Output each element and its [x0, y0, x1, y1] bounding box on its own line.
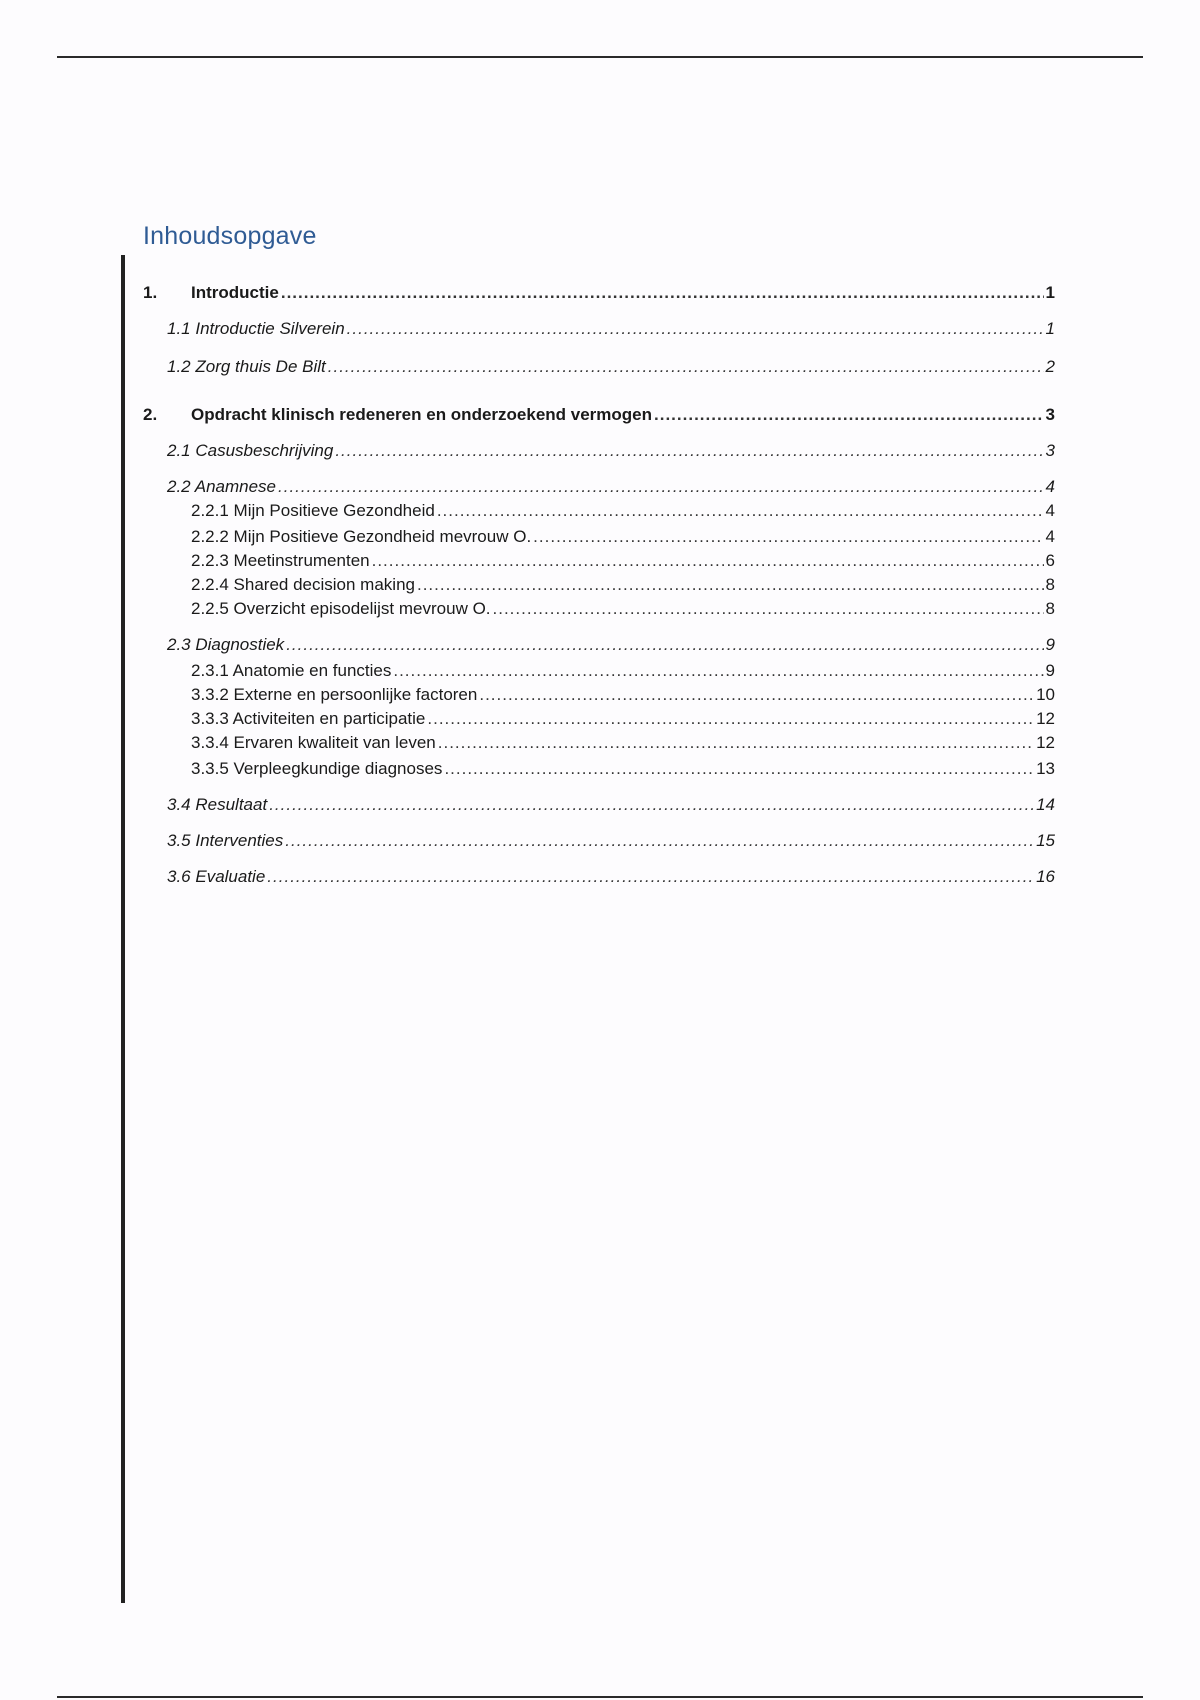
toc-entry-2-2-4[interactable] — [143, 574, 1055, 596]
dot-leader — [654, 404, 1044, 426]
toc-label: Introductie — [191, 283, 279, 302]
toc-page: 4 — [1045, 477, 1055, 496]
toc-entry-1-1[interactable] — [143, 318, 1055, 340]
toc-entry-2-3-1[interactable] — [143, 660, 1055, 682]
toc-title: Inhoudsopgave — [143, 222, 317, 250]
toc-page: 1 — [1045, 319, 1055, 338]
toc-label: 3.3.4 Ervaren kwaliteit van leven — [191, 733, 436, 752]
toc-entry-3-5[interactable] — [143, 830, 1055, 852]
toc-label: 2.2.3 Meetinstrumenten — [191, 551, 370, 570]
toc-label: 2.2 Anamnese — [167, 477, 276, 496]
toc-entry-2-2-5[interactable] — [143, 598, 1055, 620]
dot-leader — [533, 526, 1043, 548]
toc-label: 1.1 Introductie Silverein — [167, 319, 345, 338]
dot-leader — [286, 634, 1043, 656]
dot-leader — [372, 550, 1044, 572]
toc-entry-2-1[interactable] — [143, 440, 1055, 462]
dot-leader — [427, 708, 1034, 730]
toc-page: 3 — [1045, 441, 1055, 460]
dot-leader — [479, 684, 1034, 706]
toc-entry-3-4[interactable] — [143, 794, 1055, 816]
toc-page: 4 — [1045, 501, 1055, 520]
header-rule — [57, 56, 1143, 58]
dot-leader — [278, 476, 1044, 498]
dot-leader — [438, 732, 1034, 754]
toc-label: 3.6 Evaluatie — [167, 867, 266, 886]
toc-entry-2-2[interactable] — [143, 476, 1055, 498]
toc-page: 8 — [1045, 599, 1055, 618]
toc-entry-3-3-5[interactable] — [143, 758, 1055, 780]
dot-leader — [444, 758, 1034, 780]
toc-page: 10 — [1036, 685, 1055, 704]
toc-label: 2.1 Casusbeschrijving — [167, 441, 334, 460]
dot-leader — [335, 440, 1043, 462]
dot-leader — [493, 598, 1044, 620]
toc-page: 12 — [1036, 733, 1055, 752]
toc-page: 4 — [1045, 527, 1055, 546]
toc-page: 9 — [1045, 661, 1055, 680]
toc-entry-2-2-2[interactable] — [143, 526, 1055, 548]
dot-leader — [393, 660, 1043, 682]
toc-page: 1 — [1045, 283, 1055, 302]
toc-label: 2.3 Diagnostiek — [167, 635, 285, 654]
toc-entry-3-3-3[interactable] — [143, 708, 1055, 730]
toc-page: 16 — [1036, 867, 1055, 886]
toc-number: 1. — [143, 283, 158, 302]
toc-page: 13 — [1036, 759, 1055, 778]
toc-label: 3.3.2 Externe en persoonlijke factoren — [191, 685, 478, 704]
toc-page: 3 — [1045, 405, 1055, 424]
toc-entry-2-2-1[interactable] — [143, 500, 1055, 522]
dot-leader — [281, 282, 1044, 304]
toc-number: 2. — [143, 405, 158, 424]
toc-label: 2.2.1 Mijn Positieve Gezondheid — [191, 501, 435, 520]
toc-label: 1.2 Zorg thuis De Bilt — [167, 357, 326, 376]
toc-entry-2-2-3[interactable] — [143, 550, 1055, 572]
margin-bar — [121, 255, 125, 1603]
dot-leader — [437, 500, 1044, 522]
toc-label: 2.3.1 Anatomie en functies — [191, 661, 392, 680]
toc-entry-1[interactable] — [143, 282, 1055, 304]
dot-leader — [285, 830, 1034, 852]
toc-entry-3-3-2[interactable] — [143, 684, 1055, 706]
toc-label: 3.5 Interventies — [167, 831, 284, 850]
toc-page: 6 — [1045, 551, 1055, 570]
toc-page: 12 — [1036, 709, 1055, 728]
toc-page: 15 — [1036, 831, 1055, 850]
dot-leader — [267, 866, 1034, 888]
toc-page: 2 — [1045, 357, 1055, 376]
toc-label: Opdracht klinisch redeneren en onderzoekend vermogen — [191, 405, 653, 424]
footer-rule — [57, 1696, 1143, 1698]
toc-entry-1-2[interactable] — [143, 356, 1055, 378]
toc-entry-3-6[interactable] — [143, 866, 1055, 888]
toc-page: 8 — [1045, 575, 1055, 594]
dot-leader — [417, 574, 1044, 596]
toc-label: 2.2.4 Shared decision making — [191, 575, 415, 594]
toc-entry-2-3[interactable] — [143, 634, 1055, 656]
dot-leader — [347, 318, 1044, 340]
dot-leader — [328, 356, 1044, 378]
toc-label: 2.2.5 Overzicht episodelijst mevrouw O. — [191, 599, 491, 618]
toc-label: 3.4 Resultaat — [167, 795, 268, 814]
toc-page: 14 — [1036, 795, 1055, 814]
toc-label: 3.3.5 Verpleegkundige diagnoses — [191, 759, 443, 778]
toc-page: 9 — [1045, 635, 1055, 654]
dot-leader — [269, 794, 1034, 816]
toc-label: 2.2.2 Mijn Positieve Gezondheid mevrouw O. — [191, 527, 532, 546]
toc-entry-2[interactable] — [143, 404, 1055, 426]
toc-label: 3.3.3 Activiteiten en participatie — [191, 709, 426, 728]
toc-entry-3-3-4[interactable] — [143, 732, 1055, 754]
